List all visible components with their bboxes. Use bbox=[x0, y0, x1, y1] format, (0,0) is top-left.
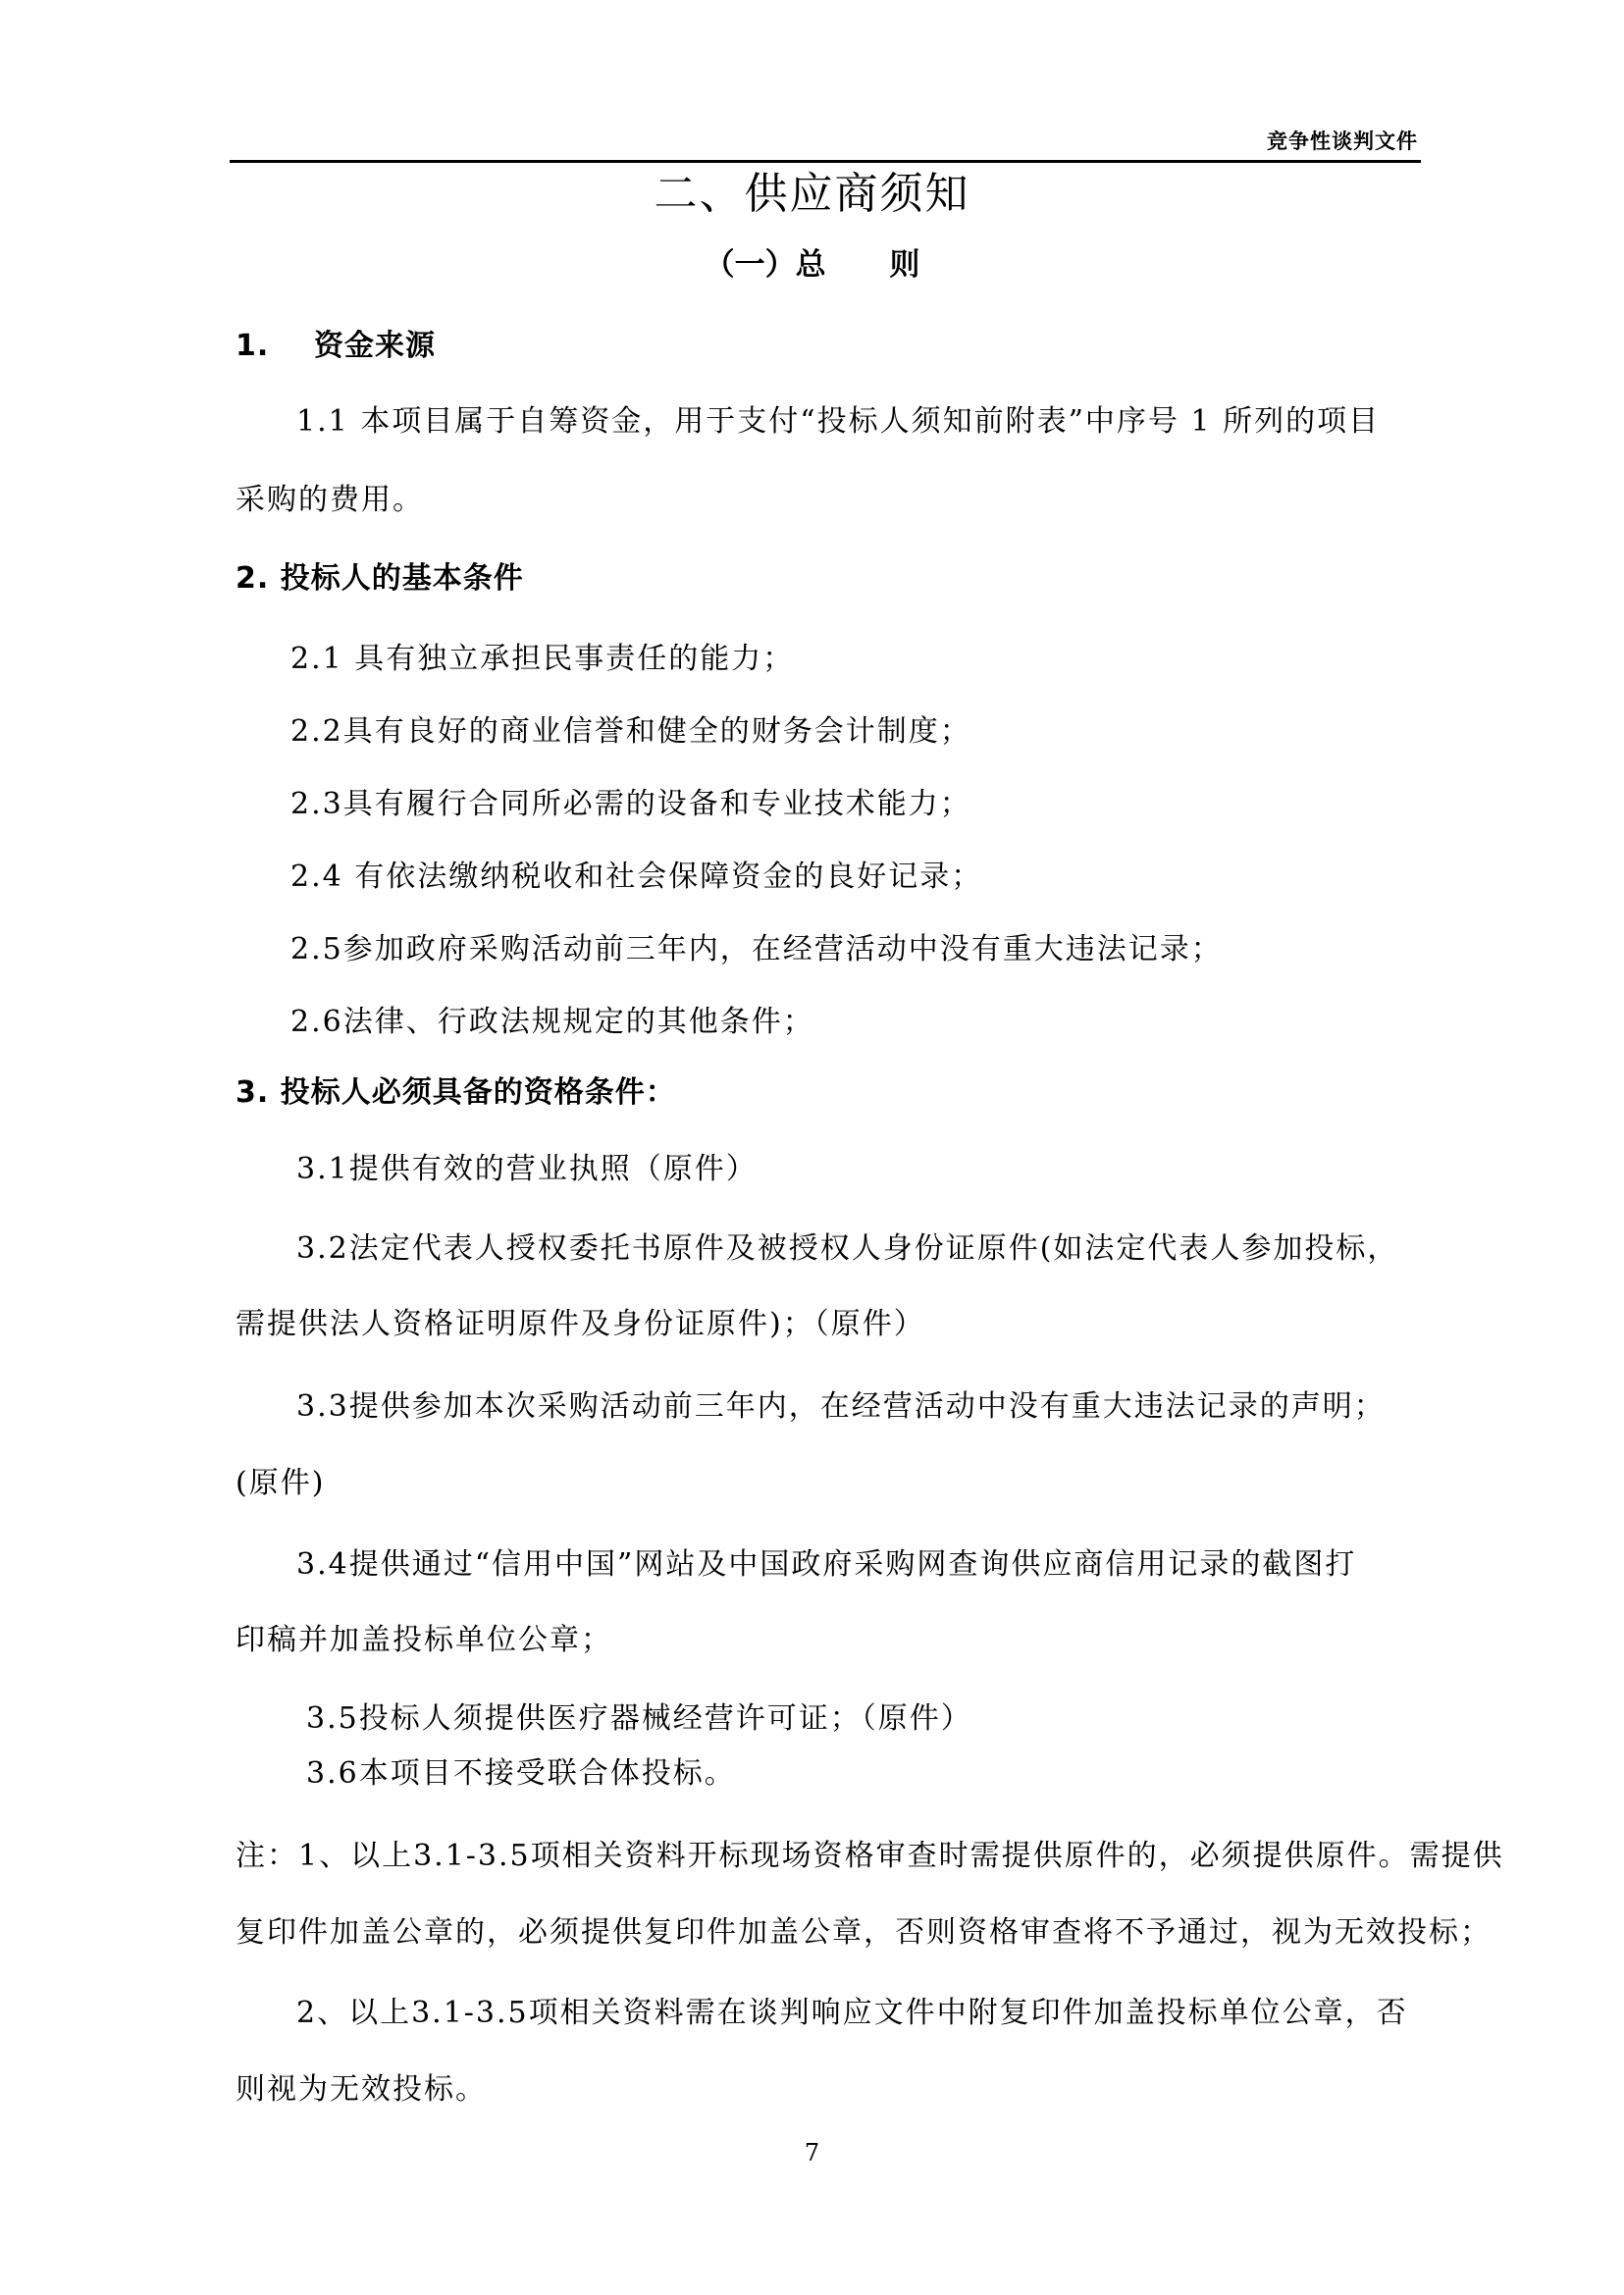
section-2-heading: 2. 投标人的基本条件 bbox=[236, 561, 524, 596]
section-3-item-4-line-2: 印稿并加盖投标单位公章； bbox=[236, 1623, 612, 1657]
page-number: 7 bbox=[804, 2139, 820, 2166]
section-2-item-2: 2.2具有良好的商业信誉和健全的财务会计制度； bbox=[290, 714, 971, 749]
note-2-line-1: 2、以上3.1-3.5项相关资料需在谈判响应文件中附复印件加盖投标单位公章，否 bbox=[296, 1996, 1408, 2030]
note-1-line-2: 复印件加盖公章的，必须提供复印件加盖公章，否则资格审查将不予通过，视为无效投标； bbox=[236, 1915, 1492, 1950]
section-3-item-5: 3.5投标人须提供医疗器械经营许可证；（原件） bbox=[306, 1701, 972, 1736]
section-2-item-1: 2.1 具有独立承担民事责任的能力； bbox=[290, 642, 795, 676]
note-2-line-2: 则视为无效投标。 bbox=[236, 2072, 487, 2107]
section-1-paragraph-line-1: 1.1 本项目属于自筹资金，用于支付“投标人须知前附表”中序号 1 所列的项目 bbox=[296, 404, 1381, 439]
section-1-paragraph-line-2: 采购的费用。 bbox=[236, 483, 424, 517]
section-2-item-5: 2.5参加政府采购活动前三年内，在经营活动中没有重大违法记录； bbox=[290, 932, 1223, 966]
note-1-line-1: 注：1、以上3.1-3.5项相关资料开标现场资格审查时需提供原件的，必须提供原件。需提供 bbox=[236, 1839, 1504, 1873]
section-1-number: 1. bbox=[236, 329, 270, 363]
section-3-item-1: 3.1提供有效的营业执照（原件） bbox=[296, 1152, 758, 1186]
section-3-item-6: 3.6本项目不接受联合体投标。 bbox=[306, 1756, 736, 1791]
section-2-item-3: 2.3具有履行合同所必需的设备和专业技术能力； bbox=[290, 787, 971, 821]
section-subtitle: （一）总 则 bbox=[704, 247, 920, 283]
section-1-title: 资金来源 bbox=[314, 329, 436, 363]
document-type-label: 竞争性谈判文件 bbox=[1267, 130, 1418, 153]
section-2-item-6: 2.6法律、行政法规规定的其他条件； bbox=[290, 1005, 814, 1039]
section-3-item-2-line-2: 需提供法人资格证明原件及身份证原件)；（原件） bbox=[236, 1307, 925, 1341]
section-3-item-4-line-1: 3.4提供通过“信用中国”网站及中国政府采购网查询供应商信用记录的截图打 bbox=[296, 1547, 1357, 1582]
section-3-heading: 3. 投标人必须具备的资格条件： bbox=[236, 1075, 676, 1110]
section-1-heading bbox=[236, 327, 436, 366]
header-divider bbox=[230, 160, 1421, 163]
section-3-item-3-line-2: (原件) bbox=[236, 1466, 326, 1500]
section-2-item-4: 2.4 有依法缴纳税收和社会保障资金的良好记录； bbox=[290, 860, 983, 894]
section-3-item-3-line-1: 3.3提供参加本次采购活动前三年内，在经营活动中没有重大违法记录的声明； bbox=[296, 1389, 1386, 1424]
page-title: 二、供应商须知 bbox=[654, 169, 970, 219]
section-3-item-2-line-1: 3.2法定代表人授权委托书原件及被授权人身份证原件(如法定代表人参加投标， bbox=[296, 1231, 1399, 1266]
